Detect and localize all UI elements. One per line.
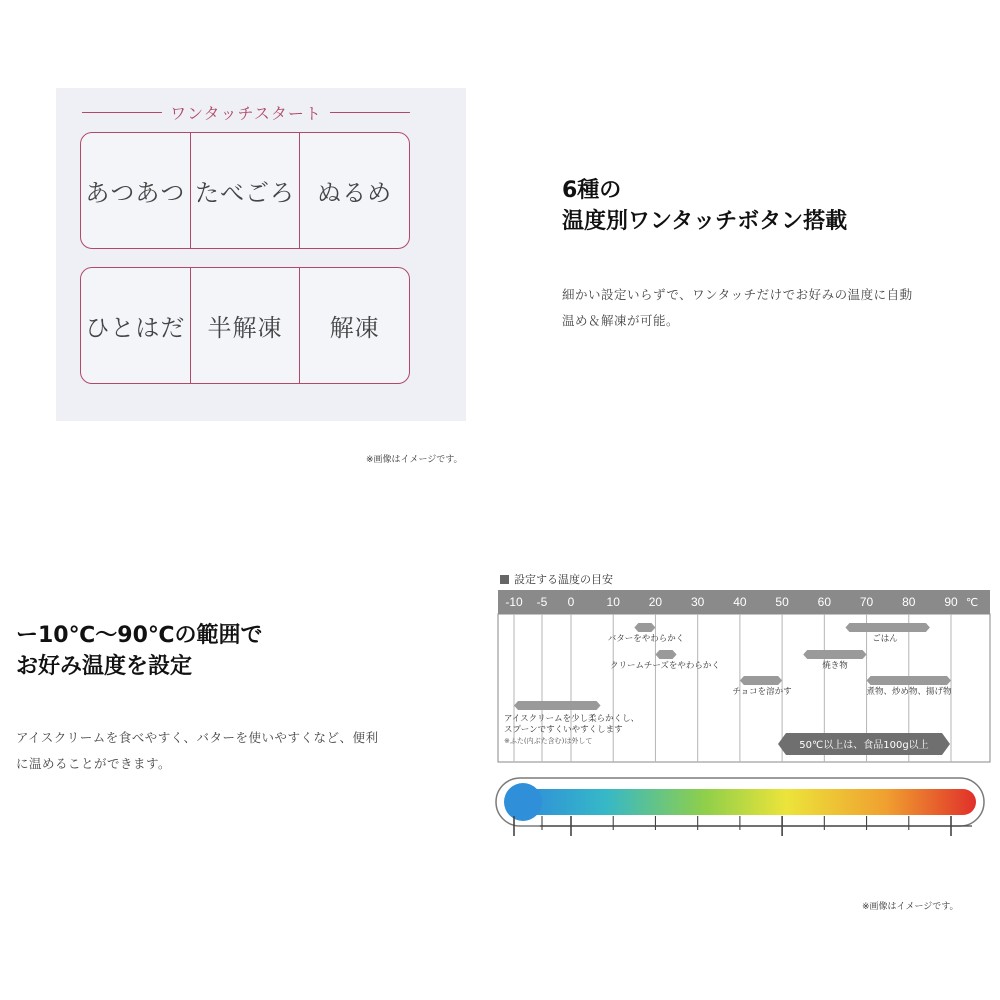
button-kaitou[interactable]: 解凍 [329, 314, 380, 342]
range-label-rice: ごはん [872, 634, 898, 644]
range-bar-simmered [867, 676, 951, 685]
button-nurume[interactable]: ぬるめ [317, 179, 393, 207]
scale-label: -5 [536, 595, 548, 609]
section2-desc-line1: アイスクリームを食べやすく、バターを使いやすくなど、便利 [16, 730, 379, 745]
image-note-2: ※画像はイメージです。 [862, 902, 959, 912]
range-bar-grilled [803, 650, 866, 659]
range-label-butter: バターをやわらかく [607, 634, 685, 644]
range-label-simmered: 煮物、炒め物、揚げ物 [866, 687, 952, 697]
range-label-cream-cheese: クリームチーズをやわらかく [610, 661, 720, 671]
scale-label: 50 [775, 595, 789, 609]
scale-unit: ℃ [965, 596, 979, 609]
callout-text: 50℃以上は、食品100g以上 [799, 740, 929, 751]
scale-label: 10 [606, 595, 620, 609]
section1-desc-line1: 細かい設定いらずで、ワンタッチだけでお好みの温度に自動 [562, 287, 913, 302]
range-bar-rice [845, 623, 929, 632]
scale-label: 60 [817, 595, 832, 609]
button-hitohada[interactable]: ひとはだ [81, 268, 191, 383]
button-atsuatsu[interactable]: あつあつ [81, 133, 191, 248]
section1-heading-line1: 6種の [562, 178, 622, 203]
section2-heading-line1: ー10℃〜90℃の範囲で [16, 623, 263, 648]
thermometer-bulb [504, 783, 542, 821]
range-bar-chocolate [740, 676, 782, 685]
range-bar-ice-cream [514, 701, 601, 710]
panel-title: ワンタッチスタート [162, 104, 330, 123]
chart-title-text: 設定する温度の目安 [514, 573, 613, 586]
scale-label: 40 [733, 595, 747, 609]
button-tabegoro[interactable]: たべごろ [191, 133, 301, 248]
scale-label: -10 [505, 595, 523, 609]
scale-label: 70 [859, 595, 874, 609]
range-label-grilled: 焼き物 [822, 661, 848, 671]
scale-label: 20 [648, 595, 663, 609]
range-bar-butter [634, 623, 655, 632]
button-hankaitou[interactable]: 半解凍 [191, 268, 301, 383]
range-label-chocolate: チョコを溶かす [732, 687, 792, 697]
section2-heading-line2: お好み温度を設定 [16, 654, 193, 679]
scale-label: 80 [902, 595, 916, 609]
range-label-ice-cream-note: ※ふた(内ぶた含む)は外して [504, 737, 593, 745]
scale-label: 30 [690, 595, 705, 609]
image-note-1: ※画像はイメージです。 [366, 455, 463, 465]
section1-desc-line2: 温め＆解凍が可能。 [562, 313, 680, 328]
section2-desc-line2: に温めることができます。 [16, 756, 172, 771]
range-bar-cream-cheese [655, 650, 676, 659]
thermometer-gradient [524, 789, 976, 815]
scale-label: 0 [567, 595, 575, 609]
range-label-ice-cream-1: アイスクリームを少し柔らかくし、 [504, 714, 640, 724]
section1-heading-line2: 温度別ワンタッチボタン搭載 [562, 209, 848, 234]
scale-label: 90 [944, 595, 958, 609]
range-label-ice-cream-2: スプーンですくいやすくします [504, 725, 623, 735]
